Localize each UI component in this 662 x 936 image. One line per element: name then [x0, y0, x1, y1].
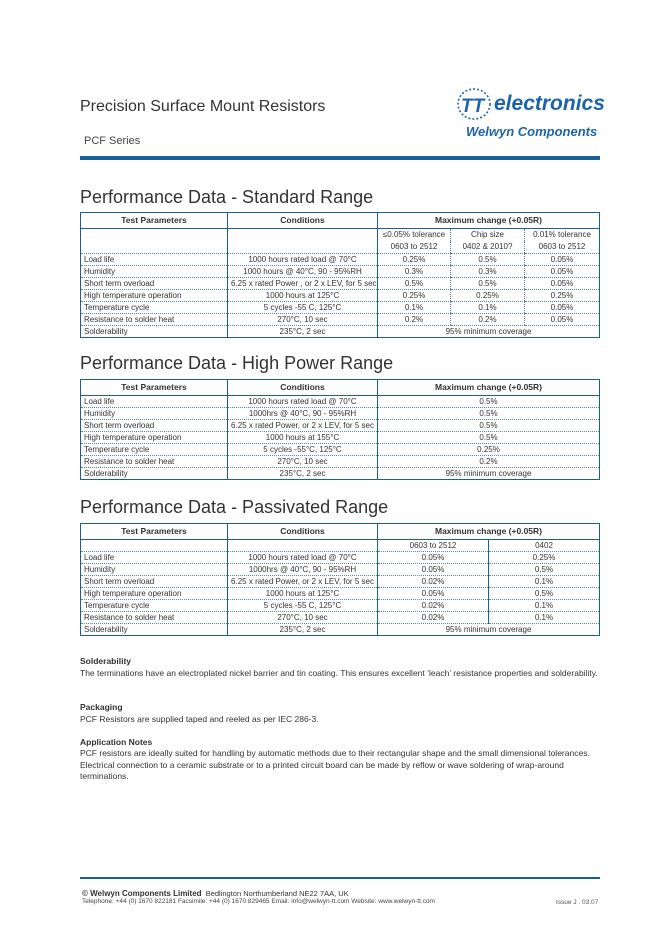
value-cell: 0.1% [378, 302, 451, 314]
table-row [81, 302, 600, 314]
subheader-cell: Chip size [451, 229, 525, 242]
table-row [81, 396, 600, 408]
value-cell: 0.5% [489, 564, 600, 576]
value-cell: 0.25% [378, 444, 600, 456]
condition-cell: 270°C, 10 sec [228, 612, 378, 624]
value-cell: 0.05% [378, 552, 489, 564]
condition-cell: 1000 hours at 125°C [228, 588, 378, 600]
value-cell: 0.5% [451, 254, 525, 266]
condition-cell: 1000 hours rated load @ 70°C [228, 254, 378, 266]
value-cell: 0.1% [489, 600, 600, 612]
table-row [81, 314, 600, 326]
value-cell: 0.2% [451, 314, 525, 326]
value-cell: 0.1% [489, 576, 600, 588]
standard-range-heading: Performance Data - Standard Range [80, 187, 374, 207]
table-row [81, 576, 600, 588]
param-cell: Short term overload [81, 420, 228, 432]
logo-tt-text: TT [461, 96, 485, 117]
param-cell: Solderability [84, 625, 128, 634]
table-subheader-row [81, 229, 600, 242]
value-cell: 0.2% [378, 456, 600, 468]
logo-wordmark: electronics [494, 92, 605, 115]
param-cell: Short term overload [81, 278, 228, 290]
high-power-range-heading: Performance Data - High Power Range [80, 353, 394, 373]
value-cell: 0.5% [378, 396, 600, 408]
value-cell: 0.05% [378, 564, 489, 576]
column-header: Test Parameters [81, 524, 228, 540]
column-header: Conditions [228, 213, 378, 229]
table-header-row [81, 380, 600, 396]
condition-cell: 1000hrs @ 40°C, 90 - 95%RH [228, 408, 378, 420]
passivated-range-table [80, 523, 600, 636]
param-cell: High temperature operation [81, 432, 228, 444]
param-cell: Solderability [84, 469, 128, 478]
condition-cell: 1000 hours at 125°C [228, 290, 378, 302]
table-row [81, 266, 600, 278]
param-cell: Temperature cycle [81, 600, 228, 612]
value-cell: 0.5% [489, 588, 600, 600]
subheader-cell: 0402 & 2010? [451, 241, 525, 254]
standard-range-table [80, 212, 600, 338]
column-header: Conditions [228, 524, 378, 540]
table-row [81, 254, 600, 266]
value-cell: 0.5% [378, 278, 451, 290]
column-header: Conditions [228, 380, 378, 396]
condition-cell: 5 cycles -55 C, 125°C [228, 302, 378, 314]
condition-cell: 270°C, 10 sec [228, 456, 378, 468]
table-row [81, 444, 600, 456]
condition-cell: 1000 hours rated load @ 70°C [228, 396, 378, 408]
value-cell: 0.05% [378, 588, 489, 600]
subheader-cell: 0603 to 2512 [378, 540, 489, 552]
packaging-text: PCF Resistors are supplied taped and reeled as per IEC 286-3. [80, 714, 319, 724]
footer-company-line [82, 889, 349, 898]
table-row [81, 612, 600, 624]
value-cell: 0.25% [378, 254, 451, 266]
condition-cell: 1000hrs @ 40°C, 90 - 95%RH [228, 564, 378, 576]
condition-cell: 1000 hours rated load @ 70°C [228, 552, 378, 564]
logo-subtitle: Welwyn Components [466, 124, 598, 139]
table-row [81, 588, 600, 600]
condition-cell: 6.25 x rated Power, or 2 x LEV, for 5 sec [228, 420, 378, 432]
table-subheader-row [81, 540, 600, 552]
packaging-title: Packaging [80, 702, 123, 712]
condition-cell: 6.25 x rated Power , or 2 x LEV, for 5 sec [228, 278, 378, 290]
value-cell: 0.3% [451, 266, 525, 278]
footer-company: © Welwyn Components Limited [82, 889, 202, 898]
table-subheader-row [81, 241, 600, 254]
column-header: Test Parameters [81, 213, 228, 229]
condition-cell: 6.25 x rated Power, or 2 x LEV, for 5 sec [228, 576, 378, 588]
high-power-range-table [80, 379, 600, 480]
table-row [81, 420, 600, 432]
value-cell: 0.5% [378, 432, 600, 444]
value-cell: 95% minimum coverage [378, 326, 600, 338]
condition-cell: 270°C, 10 sec [228, 314, 378, 326]
condition-cell: 5 cycles -55°C, 125°C [228, 444, 378, 456]
subheader-cell: ≤0.05% tolerance [378, 229, 451, 242]
value-cell: 0.02% [378, 612, 489, 624]
table-row [81, 408, 600, 420]
document-title: Precision Surface Mount Resistors [80, 98, 326, 115]
table-header-row [81, 213, 600, 229]
param-cell: Temperature cycle [81, 444, 228, 456]
table-row [81, 600, 600, 612]
value-cell: 95% minimum coverage [378, 624, 600, 636]
condition-cell: 235°C, 2 sec [228, 624, 378, 636]
column-header: Maximum change (+0.05R) [378, 524, 600, 540]
application-notes-text: PCF resistors are ideally suited for handling by automatic methods due to their rectangular shape and the small dimensional tolerances. Electrical connection to a ceramic substrate or to a printed circuit board can be made by reflow or wave soldering of wrap-around terminations. [80, 748, 590, 781]
param-cell: Load life [81, 396, 228, 408]
value-cell: 0.25% [489, 552, 600, 564]
param-cell: Humidity [81, 564, 228, 576]
param-cell: Resistance to solder heat [81, 612, 228, 624]
value-cell: 0.5% [378, 408, 600, 420]
value-cell: 95% minimum coverage [378, 468, 600, 480]
condition-cell: 1000 hours at 155°C [228, 432, 378, 444]
param-cell: Humidity [81, 266, 228, 278]
solderability-text: The terminations have an electroplated nickel barrier and tin coating. This ensures excellent ‘leach’ resistance properties and solderability. [80, 668, 598, 678]
table-row [81, 432, 600, 444]
value-cell: 0.1% [489, 612, 600, 624]
footer-rule [80, 877, 600, 879]
subheader-cell: 0.01% tolerance [525, 229, 600, 242]
param-cell: Short term overload [81, 576, 228, 588]
param-cell: Load life [81, 254, 228, 266]
param-cell: Humidity [81, 408, 228, 420]
table-row [81, 456, 600, 468]
param-cell: Resistance to solder heat [81, 456, 228, 468]
series-label: PCF Series [84, 135, 141, 147]
param-cell: Resistance to solder heat [81, 314, 228, 326]
table-header-row [81, 524, 600, 540]
condition-cell: 235°C, 2 sec [228, 468, 378, 480]
value-cell: 0.25% [378, 290, 451, 302]
param-cell: Temperature cycle [81, 302, 228, 314]
value-cell: 0.3% [378, 266, 451, 278]
table-row [81, 468, 600, 480]
value-cell: 0.05% [525, 266, 600, 278]
column-header: Maximum change (+0.05R) [378, 380, 600, 396]
footer-contact: Telephone: +44 (0) 1670 822181 Facsimile: +44 (0) 1670 829465 Email: info@welwyn-tt.com Website: www.welwyn-tt.com [82, 898, 435, 905]
value-cell: 0.5% [451, 278, 525, 290]
issue-label: Issue J . 03.07 [556, 899, 599, 906]
table-row [81, 624, 600, 636]
value-cell: 0.05% [525, 278, 600, 290]
column-header: Test Parameters [81, 380, 228, 396]
solderability-title: Solderability [80, 656, 132, 666]
table-row [81, 552, 600, 564]
value-cell: 0.25% [451, 290, 525, 302]
table-row [81, 564, 600, 576]
application-notes-title: Application Notes [80, 737, 153, 747]
subheader-cell: 0402 [489, 540, 600, 552]
footer-address: Bedlington Northumberland NE22 7AA, UK [205, 889, 349, 898]
subheader-cell: 0603 to 2512 [525, 241, 600, 254]
condition-cell: 1000 hours @ 40°C, 90 - 95%RH [228, 266, 378, 278]
value-cell: 0.05% [525, 314, 600, 326]
value-cell: 0.02% [378, 576, 489, 588]
value-cell: 0.05% [525, 254, 600, 266]
param-cell: High temperature operation [81, 588, 228, 600]
value-cell: 0.5% [378, 420, 600, 432]
subheader-cell: 0603 to 2512 [378, 241, 451, 254]
condition-cell: 235°C, 2 sec [228, 326, 378, 338]
condition-cell: 5 cycles -55 C, 125°C [228, 600, 378, 612]
table-row [81, 278, 600, 290]
param-cell: High temperature operation [81, 290, 228, 302]
column-header: Maximum change (+0.05R) [378, 213, 600, 229]
passivated-range-heading: Performance Data - Passivated Range [80, 497, 389, 517]
table-row [81, 290, 600, 302]
value-cell: 0.05% [525, 302, 600, 314]
table-row [81, 326, 600, 338]
value-cell: 0.1% [451, 302, 525, 314]
value-cell: 0.02% [378, 600, 489, 612]
param-cell: Load life [81, 552, 228, 564]
value-cell: 0.2% [378, 314, 451, 326]
header-rule [80, 156, 600, 160]
value-cell: 0.25% [525, 290, 600, 302]
param-cell: Solderability [84, 327, 128, 336]
